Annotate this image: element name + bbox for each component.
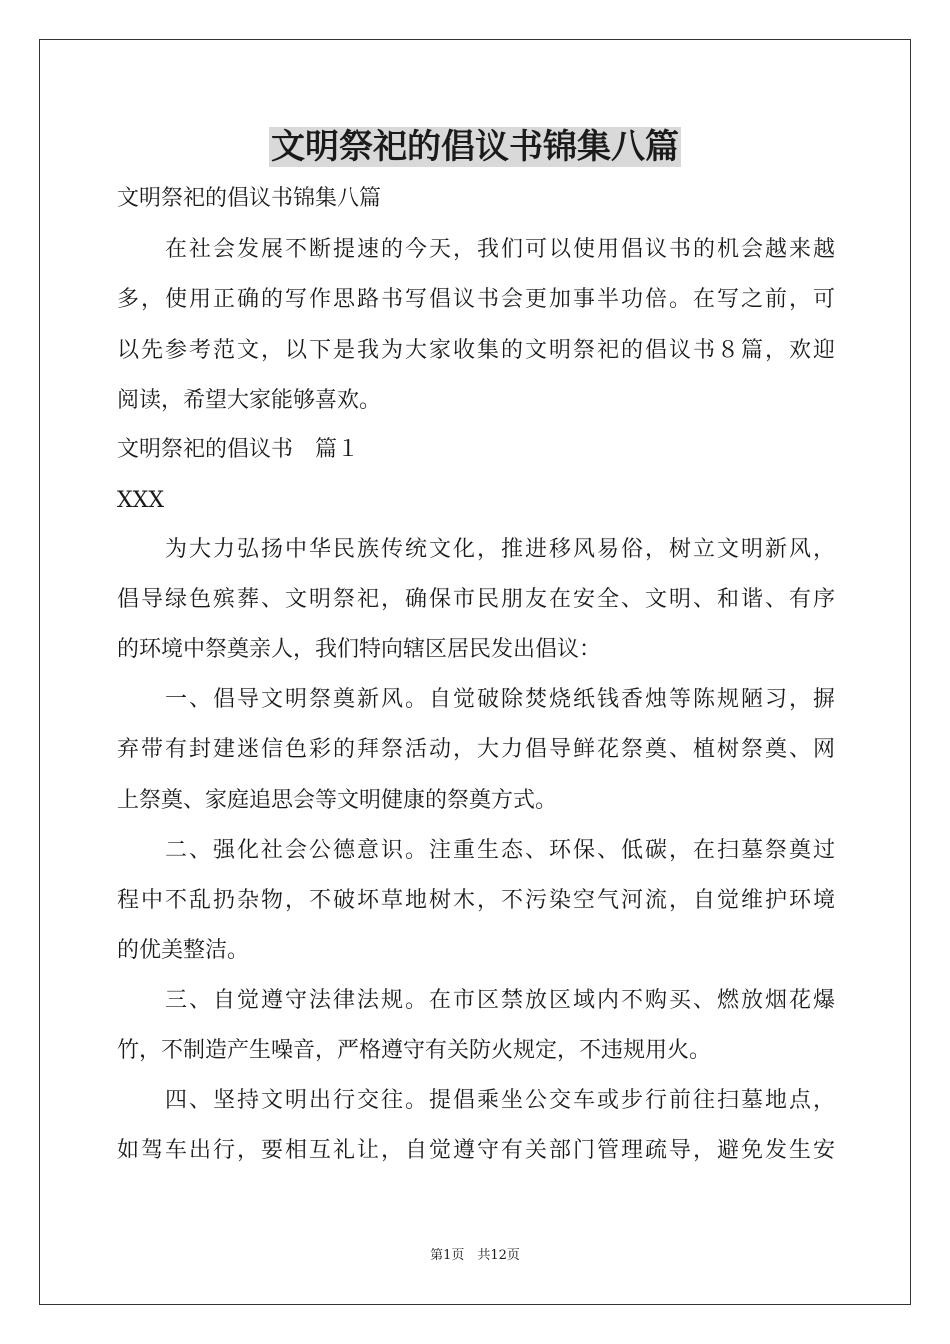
document-title: [0, 123, 950, 171]
body-line: 的优美整洁。: [117, 938, 250, 963]
subtitle-line: 文明祭祀的倡议书锦集八篇: [117, 186, 382, 211]
body-line: 为大力弘扬中华民族传统文化，推进移风易俗，树立文明新风，: [117, 537, 835, 562]
body-line: 的环境中祭奠亲人，我们特向辖区居民发出倡议：: [117, 637, 602, 662]
body-line: 在社会发展不断提速的今天，我们可以使用倡议书的机会越来越: [117, 237, 835, 262]
body-line: 如驾车出行，要相互礼让，自觉遵守有关部门管理疏导，避免发生安: [117, 1138, 835, 1163]
body-line: 竹，不制造产生噪音，严格遵守有关防火规定，不违规用火。: [117, 1038, 712, 1063]
body-line: 阅读，希望大家能够喜欢。: [117, 388, 382, 413]
body-line: 多，使用正确的写作思路书写倡议书会更加事半功倍。在写之前，可: [117, 287, 835, 312]
body-line: 一、倡导文明祭奠新风。自觉破除焚烧纸钱香烛等陈规陋习，摒: [117, 687, 835, 712]
body-line: 弃带有封建迷信色彩的拜祭活动，大力倡导鲜花祭奠、植树祭奠、网: [117, 737, 835, 762]
body-line: 以先参考范文，以下是我为大家收集的文明祭祀的倡议书８篇，欢迎: [117, 338, 835, 363]
section-heading: 文明祭祀的倡议书 篇１: [117, 437, 360, 462]
page-number-footer: 第1页 共12页: [430, 1248, 520, 1263]
body-line: 二、强化社会公德意识。注重生态、环保、低碳，在扫墓祭奠过: [117, 838, 835, 863]
body-line: 三、自觉遵守法律法规。在市区禁放区域内不购买、燃放烟花爆: [117, 988, 835, 1013]
body-line: 程中不乱扔杂物，不破坏草地树木，不污染空气河流，自觉维护环境: [117, 888, 835, 913]
document-title-text: 文明祭祀的倡议书锦集八篇: [271, 127, 679, 167]
addressee-line: XXX: [117, 488, 164, 513]
body-line: 上祭奠、家庭追思会等文明健康的祭奠方式。: [117, 788, 558, 813]
body-line: 倡导绿色殡葬、文明祭祀，确保市民朋友在安全、文明、和谐、有序: [117, 587, 835, 612]
body-line: 四、坚持文明出行交往。提倡乘坐公交车或步行前往扫墓地点，: [117, 1088, 835, 1113]
